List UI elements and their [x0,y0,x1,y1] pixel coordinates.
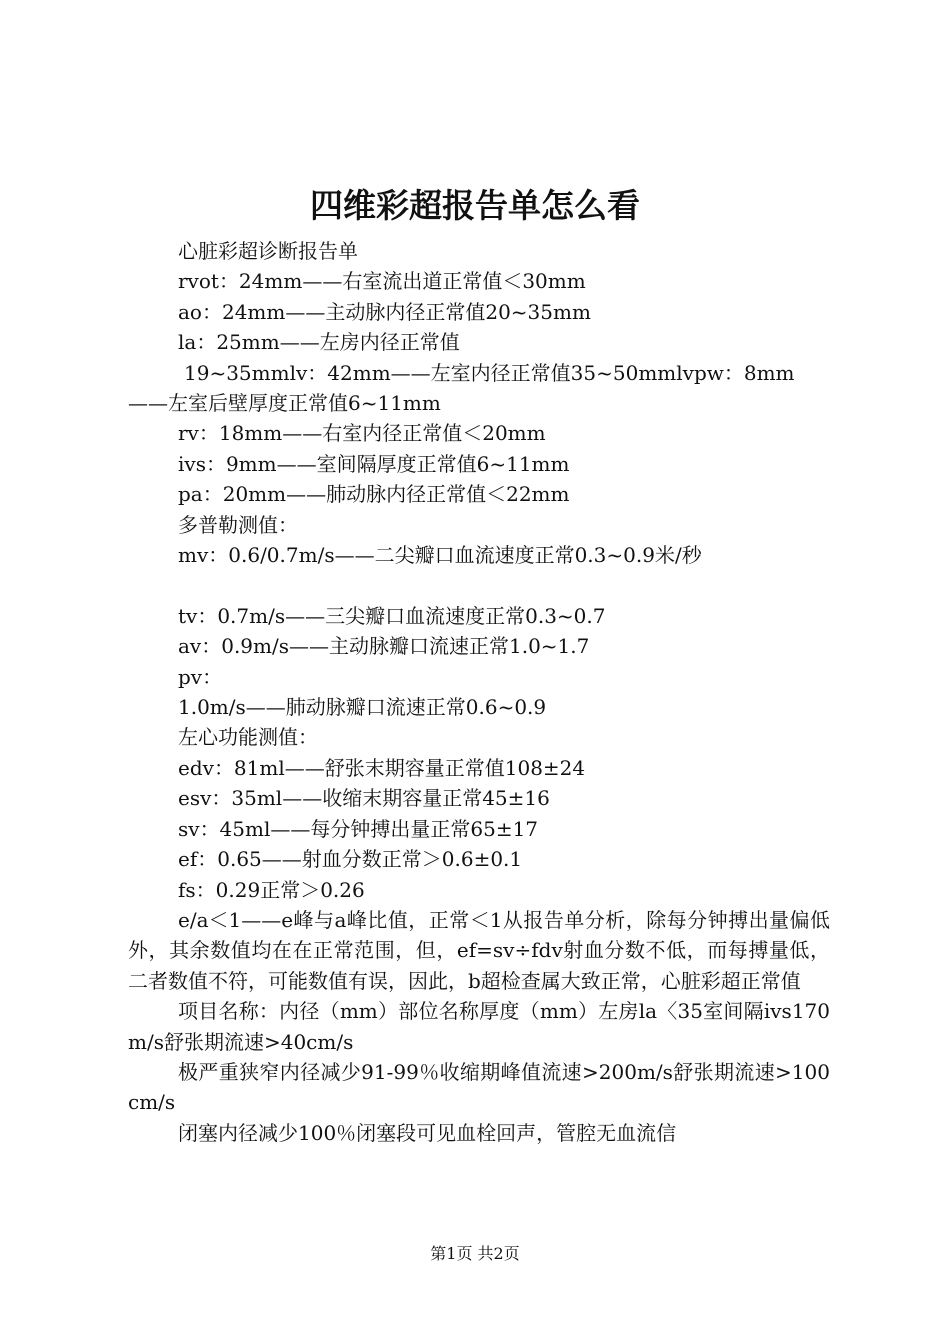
text-line: sv：45ml——每分钟搏出量正常65±17 [178,816,539,841]
text-line: fs：0.29正常＞0.26 [178,877,365,902]
text-line: ef：0.65——射血分数正常＞0.6±0.1 [178,847,523,872]
text-line: tv：0.7m/s——三尖瓣口血流速度正常0.3~0.7 [178,603,606,628]
paragraph: e/a＜1——e峰与a峰比值，正常＜1从报告单分析，除每分钟搏出量偏低外，其余数值均在在正常范围，但，ef=sv÷fdv射血分数不低，而每搏量低，二者数值不符，可能数值有误，因此，b超检查属大致正常，心脏彩超正常值 [128,907,830,993]
text-line: la：25mm——左房内径正常值 [178,330,460,355]
text-line: pa：20mm——肺动脉内径正常值＜22mm [178,482,570,507]
text-line: esv：35ml——收缩末期容量正常45±16 [178,786,550,811]
text-line: edv：81ml——舒张末期容量正常值108±24 [178,755,586,780]
text-line: rvot：24mm——右室流出道正常值＜30mm [178,269,586,294]
page-number-footer: 第1页 共2页 [430,1244,520,1263]
text-line: rv：18mm——右室内径正常值＜20mm [178,421,546,446]
paragraph: 闭塞内径减少100％闭塞段可见血栓回声，管腔无血流信 [178,1120,677,1145]
text-line: ao：24mm——主动脉内径正常值20~35mm [178,299,591,324]
paragraph: 极严重狭窄内径减少91-99％收缩期峰值流速>200m/s舒张期流速>100cm/s [128,1059,830,1115]
document-title: 四维彩超报告单怎么看 [310,186,640,225]
blank-line [128,570,830,600]
text-line: ivs：9mm——室间隔厚度正常值6~11mm [178,451,570,476]
text-line: 心脏彩超诊断报告单 [178,239,358,263]
text-line: ——左室后壁厚度正常值6~11mm [128,391,441,416]
text-line: av：0.9m/s——主动脉瓣口流速正常1.0~1.7 [178,634,590,659]
text-line: pv： [178,664,223,689]
text-line: 多普勒测值： [178,512,298,537]
text-line: mv：0.6/0.7m/s——二尖瓣口血流速度正常0.3~0.9米/秒 [178,543,702,568]
paragraph: 项目名称：内径（mm）部位名称厚度（mm）左房la〈35室间隔ivs170m/s舒张期流速>40cm/s [128,999,830,1054]
document-body [128,236,830,1148]
text-line: 19~35mmlv：42mm——左室内径正常值35~50mmlvpw：8mm [184,360,795,385]
text-line: 1.0m/s——肺动脉瓣口流速正常0.6~0.9 [178,695,547,720]
text-line: 左心功能测值： [178,725,318,750]
